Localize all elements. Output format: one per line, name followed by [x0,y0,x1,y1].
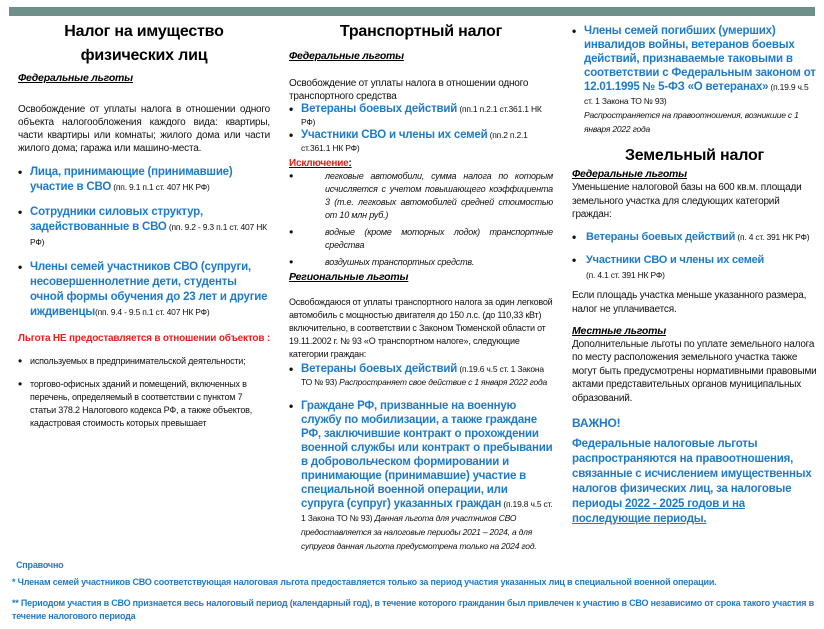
exception-label: Исключение [289,158,349,169]
benefit-ref: (пп. 9.2 - 9.3 п.1 ст. 407 НК РФ) [30,222,267,247]
reference-link[interactable]: Справочно [16,560,64,570]
benefit-note: Данная льгота для участников СВО предоставляется за налоговые периоды 2021 – 2024, а для супругов данная льгота предусмотрена только на 2024 год. [301,513,537,551]
property-benefit [18,205,270,250]
benefit-ref: (пп.2 п.2.1 ст.361.1 НК РФ) [301,130,528,153]
property-tax-column [18,20,270,430]
benefit-label: Члены семей погибших (умерших) инвалидов войны, ветеранов боевых действий, признаваемые таковыми в соответствии с Федеральным законом от 12.01.1995 № 5-ФЗ «О ветеранах» [584,25,816,93]
land-benefit [572,253,817,283]
benefit-ref: (пп.1 п.2.1 ст.361.1 НК РФ) [301,104,542,127]
page-bottom [0,553,824,629]
benefit-ref: (п.19.8 ч.5 ст. 1 Закона ТО № 93) [301,499,553,523]
transport-intro: Освобождение от уплаты налога в отношении одного транспортного средства [289,78,529,102]
header-bar [560,7,815,16]
benefit-ref: (п. 4.1 ст. 391 НК РФ) [586,269,665,280]
header-bars [0,0,824,16]
header-bar [9,7,280,16]
footnote: ** Периодом участия в СВО признается весь налоговый период (календарный год), в течение которого гражданин был привлечен к участию в СВО независимо от срока такого участия в течение налогового периода [12,598,814,621]
transport-federal-heading: Федеральные льготы [289,50,404,62]
land-tax-title: Земельный налог [624,147,764,164]
land-federal-heading: Федеральные льготы [572,168,687,180]
benefit-label: Сотрудники силовых структур, задействованные в СВО [30,206,203,233]
transport-benefit [289,129,553,155]
title-line: физических лиц [80,47,208,64]
property-benefit [18,165,270,195]
benefit-label: Члены семей участников СВО (супруги, несовершеннолетние дети, студенты очной формы обучения до 23 лет и другие иждивенцы [30,261,268,318]
columns [0,16,824,553]
benefit-label: Лица, принимающие (принимавшие) участие в СВО [30,166,233,193]
regional-heading: Региональные льготы [289,271,409,283]
exclusion-item: • используемых в предпринимательской деятельности; [18,355,270,368]
not-granted-heading: Льгота НЕ предоставляется в отношении объектов : [18,333,270,344]
benefit-label: Ветераны боевых действий [301,363,458,375]
important-text [572,437,817,527]
regional-benefit [289,399,553,553]
transport-tax-title: Транспортный налог [339,23,503,40]
regional-benefit [572,24,817,136]
property-intro: Освобождение от уплаты налога в отношении одного объекта налогообложения каждого вида: квартиры, части квартиры или комнаты; жилого дома или части жилого дома; гаража или машино-места. [18,104,270,154]
benefit-note: Распространяется на правоотношения, возникшие с 1 января 2022 года [584,110,799,134]
footnote: * Членам семей участников СВО соответствующая налоговая льгота предоставляется только за период участия указанных лиц в специальной военной операции. [12,577,717,587]
header-bar [280,7,560,16]
exception-item: • водные (кроме моторных лодок) транспортные средства [289,226,553,252]
property-benefit [18,260,270,320]
property-tax-title [18,20,270,68]
benefit-ref: (п. 4 ст. 391 НК РФ) [735,231,810,242]
land-benefit [572,230,817,245]
benefit-label: Граждане РФ, призванные на военную службу по мобилизации, а также граждане РФ, заключившие контракт о прохождении военной службы или контракт о пребывании в добровольческом формировании и принимающие (принимавшие) участие в специальной военной операции, или супруга (супруг) указанных граждан [301,400,553,510]
benefit-label: Ветераны боевых действий [301,103,458,115]
exclusion-item: • торгово-офисных зданий и помещений, включенных в перечень, определяемый в соответствии с пунктом 7 статьи 378.2 Налогового кодекса РФ, а также объектов, кадастровая стоимость которых превышает [18,378,270,430]
benefit-label: Участники СВО и члены их семей [301,129,488,141]
benefit-ref: (п.19.6 ч.5 ст. 1 Закона ТО № 93) [301,364,544,387]
benefit-label: Участники СВО и члены их семей [586,253,765,266]
benefit-ref: (пп. 9.4 - 9.5 п.1 ст. 407 НК РФ) [94,307,210,317]
small-area-note: Если площадь участка меньше указанного размера, налог не уплачивается. [572,289,807,315]
exception-item: • легковые автомобили, сумма налога по которым исчисляется с учетом повышающего коэффициента 3 (т.е. легковых автомобилей средней стоимостью от 10 млн руб.) [289,170,553,222]
benefit-ref: (пп. 9.1 п.1 ст. 407 НК РФ) [111,182,210,192]
land-intro: Уменьшение налоговой базы на 600 кв.м. площади земельного участка для следующих категорий граждан: [572,182,802,220]
land-tax-column [572,20,817,527]
benefit-ref: (п.19.9 ч.5 ст. 1 Закона ТО № 93) [584,82,809,106]
local-heading: Местные льготы [572,324,666,337]
exception-item: • воздушных транспортных средств. [289,256,553,269]
important-main: Федеральные налоговые льготы распространяются на правоотношения, связанные с исчислением имущественных налогов физических лиц, за налоговые периоды [572,438,812,510]
transport-benefit [289,103,553,129]
title-line: Налог на имущество [64,23,224,40]
local-text: Дополнительные льготы по уплате земельного налога по месту расположения земельного участка также могут быть предусмотрены нормативными правовыми актами представительных органов муниципальных образований. [572,338,817,404]
important-periods: 2022 - 2025 годов и на последующие периоды. [572,498,745,525]
important-label: ВАЖНО! [572,416,621,430]
transport-tax-column [289,20,553,553]
exception-heading: Исключение: [289,158,352,169]
benefit-note: Распространяет свое действие с 1 января 2022 года [339,377,548,387]
property-federal-heading: Федеральные льготы [18,72,133,84]
regional-intro: Освобождаюся от уплаты транспортного налога за один легковой автомобиль с мощностью двигателя до 150 л.с. (до 110,33 кВт) включительно, в соответствии с Законом Тюменской области от 19.11.2002 г. № 93 «О транспортном налоге», следующие категории граждан: [289,297,553,359]
regional-benefit [289,363,553,389]
benefit-label: Ветераны боевых действий [586,230,736,243]
